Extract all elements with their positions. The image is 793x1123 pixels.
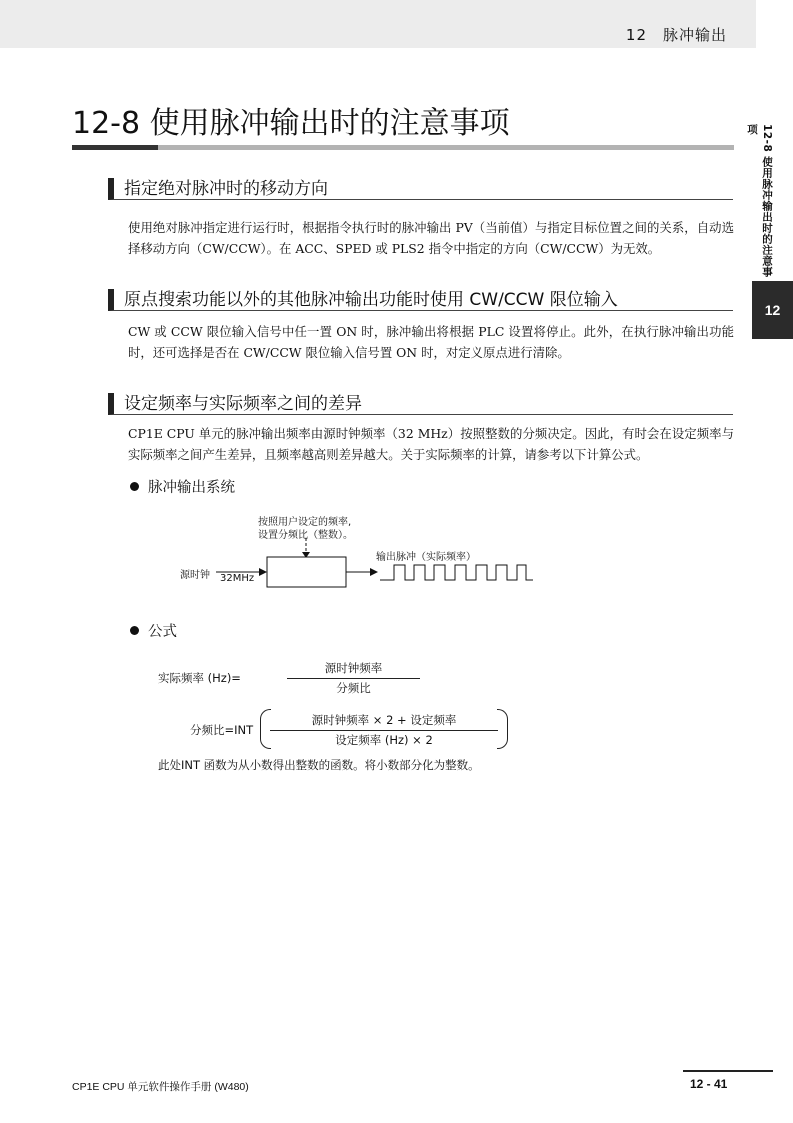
divider-circuit-box	[267, 557, 346, 587]
section-paragraph-absolute-direction: 使用绝对脉冲指定进行运行时，根据指令执行时的脉冲输出 PV（当前值）与指定目标位置之间的关系，自动选择移动方向（CW/CCW）。在 ACC、SPED 或 PLS2 指令中指定的方向（CW/CCW）为无效。	[128, 220, 734, 256]
bullet-label: 公式	[148, 624, 177, 640]
division-ratio-label: 分频比=INT	[190, 723, 254, 737]
chapter-header: 12 脉冲输出	[625, 26, 727, 44]
bullet-label: 脉冲输出系统	[148, 480, 235, 496]
output-pulse-label: 输出脉冲（实际频率）	[376, 552, 476, 563]
clock-arrow-head-icon	[259, 568, 267, 576]
side-tab-section-label: 12-8 使用脉冲输出时的注意事项	[746, 124, 773, 278]
ratio-fraction-line	[270, 730, 498, 731]
actual-frequency-denominator: 分频比	[336, 681, 371, 695]
pulse-waveform	[380, 565, 533, 580]
section-heading-limit-input: 原点搜索功能以外的其他脉冲输出功能时使用 CW/CCW 限位输入	[108, 289, 733, 311]
user-note-line2: 设置分频比（整数）。	[258, 530, 353, 541]
footer-page-number: 12 - 41	[690, 1077, 728, 1091]
footer-manual-title: CP1E CPU 单元软件操作手册 (W480)	[72, 1081, 249, 1093]
source-clock-label: 源时钟	[180, 570, 210, 581]
division-ratio-denominator: 设定频率 (Hz) × 2	[335, 733, 433, 747]
actual-fraction-line	[287, 678, 420, 679]
right-parenthesis	[497, 709, 508, 749]
section-paragraph-frequency-difference: CP1E CPU 单元的脉冲输出频率由源时钟频率（32 MHz）按照整数的分频决定。因此，有时会在设定频率与实际频率之间产生差异，且频率越高则差异越大。关于实际频率的计算，请参考以下计算公式。	[128, 426, 734, 462]
section-heading-absolute-direction: 指定绝对脉冲时的移动方向	[108, 178, 733, 200]
section-paragraph-limit-input: CW 或 CCW 限位输入信号中任一置 ON 时，脉冲输出将根据 PLC 设置将停止。此外，在执行脉冲输出功能时，还可选择是否在 CW/CCW 限位输入信号置 ON 时，对定义原点进行清除。	[128, 324, 734, 360]
actual-frequency-label: 实际频率 (Hz)=	[158, 671, 241, 685]
user-note-line1: 按照用户设定的频率,	[258, 517, 352, 528]
section-heading-frequency-difference: 设定频率与实际频率之间的差异	[108, 393, 733, 415]
division-ratio-numerator: 源时钟频率 × 2 + 设定频率	[311, 713, 457, 727]
clock-frequency-label: 32MHz	[220, 573, 255, 584]
int-function-note: 此处INT 函数为从小数得出整数的函数。将小数部分化为整数。	[158, 758, 480, 772]
footer-rule	[683, 1070, 773, 1072]
bullet-heading-formula	[130, 620, 177, 641]
actual-frequency-numerator: 源时钟频率	[324, 661, 383, 675]
output-arrow-head-icon	[370, 568, 378, 576]
page-title: 12-8 使用脉冲输出时的注意事项	[72, 106, 510, 141]
side-tab-chapter-number: 12	[752, 281, 793, 339]
bullet-dot-icon	[130, 626, 139, 635]
